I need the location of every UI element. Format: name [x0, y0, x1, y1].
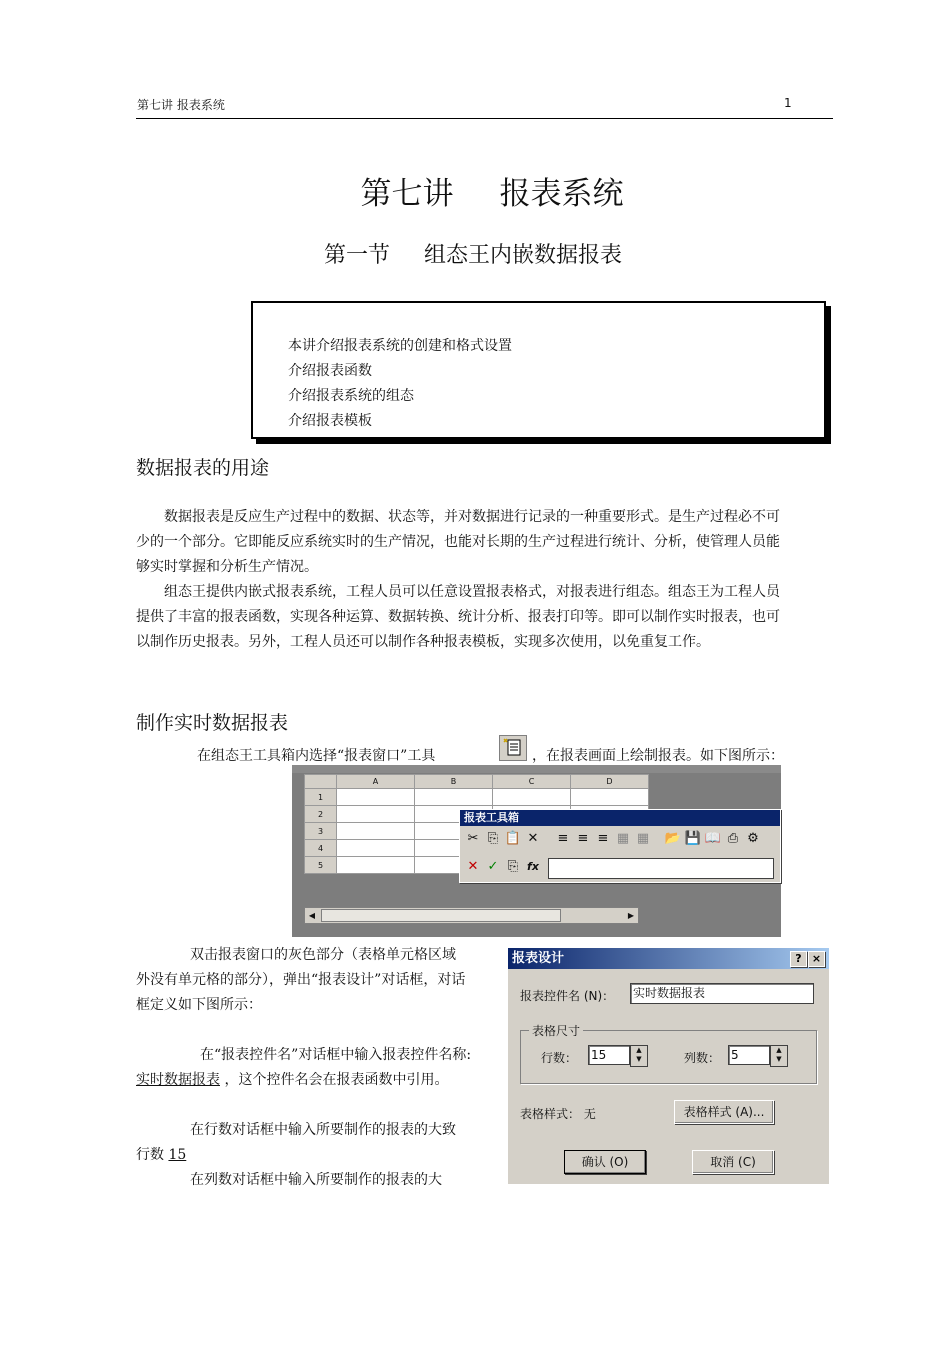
cols-label: 列数： [684, 1051, 721, 1065]
summary-line: 介绍报表模板 [288, 413, 372, 429]
rows-input[interactable]: 15 [588, 1045, 630, 1065]
save-icon[interactable]: 💾 [684, 831, 702, 846]
confirm-icon[interactable]: ✓ [487, 859, 499, 874]
page-number: 1 [784, 96, 792, 110]
section2-intro-before: 在组态王工具箱内选择“报表窗口”工具 [197, 748, 436, 764]
align-right-icon[interactable]: ≡ [597, 831, 609, 846]
cols-input[interactable]: 5 [728, 1045, 770, 1065]
cell[interactable] [415, 789, 493, 806]
header-rule [136, 118, 833, 119]
column-header[interactable]: A [337, 775, 415, 789]
scroll-thumb[interactable] [321, 909, 561, 922]
control-name-paragraph [136, 1043, 476, 1093]
column-header[interactable]: D [571, 775, 649, 789]
rows-stepper[interactable]: ▲ ▼ [630, 1045, 648, 1067]
running-header: 第七讲 报表系统 [137, 98, 225, 112]
toolbox-title: 报表工具箱 [460, 810, 780, 826]
summary-box [251, 301, 826, 439]
cell[interactable] [571, 789, 649, 806]
table-size-group [520, 1024, 817, 1084]
rows-text: 在行数对话框中输入所要制作的报表的大致行数 [136, 1122, 456, 1163]
section2-intro-after: ，在报表画面上绘制报表。如下图所示： [532, 748, 784, 764]
corner-cell [305, 775, 337, 789]
delete-icon[interactable]: ✕ [527, 831, 539, 846]
section-title [0, 238, 946, 269]
subtitle-part2: 组态王内嵌数据报表 [424, 243, 623, 268]
summary-line: 介绍报表系统的组态 [288, 388, 414, 404]
table-style-button[interactable]: 表格样式 (A)... [674, 1100, 774, 1124]
cell[interactable] [337, 806, 415, 823]
align-center-icon[interactable]: ≡ [577, 831, 589, 846]
function-icon[interactable]: fx [527, 860, 539, 873]
column-header[interactable]: B [415, 775, 493, 789]
control-name-label: 报表控件名 (N)： [520, 989, 615, 1003]
rows-value: 15 [168, 1147, 187, 1163]
control-name-value: 实时数据报表 [136, 1072, 220, 1088]
split-cells-icon[interactable]: ▦ [636, 831, 650, 846]
cell[interactable] [337, 857, 415, 874]
cut-icon[interactable]: ✂ [467, 831, 479, 846]
row-header[interactable]: 4 [305, 840, 337, 857]
section1-paragraph-1: 数据报表是反应生产过程中的数据、状态等，并对数据进行记录的一种重要形式。是生产过程必不可少的一个部分。它即能反应系统实时的生产情况，也能对长期的生产过程进行统计、分析，使管理人员能够实时掌握和分析生产情况。 [136, 509, 780, 575]
table-size-label: 表格尺寸 [529, 1022, 583, 1039]
merge-cells-icon[interactable]: ▦ [616, 831, 630, 846]
print-icon[interactable]: ⎙ [727, 831, 739, 846]
control-name-text-before: 在“报表控件名”对话框中输入报表控件名称: [200, 1047, 472, 1063]
table-style-label: 表格样式： 无 [520, 1107, 596, 1121]
settings-icon[interactable]: ⚙ [747, 831, 759, 846]
report-toolbox [459, 809, 781, 883]
report-window-bar [292, 765, 781, 773]
cell[interactable] [337, 823, 415, 840]
rows-label: 行数： [541, 1051, 578, 1065]
summary-line: 介绍报表函数 [288, 363, 372, 379]
page-title [0, 168, 950, 213]
control-name-text-after: ，这个控件名会在报表函数中引用。 [224, 1072, 449, 1088]
row-header[interactable]: 5 [305, 857, 337, 874]
ok-button[interactable]: 确认 (O) [564, 1150, 646, 1174]
cell[interactable] [337, 789, 415, 806]
cell[interactable] [493, 789, 571, 806]
section2-heading: 制作实时数据报表 [136, 712, 289, 734]
report-window-screenshot [292, 765, 781, 937]
row-header[interactable]: 2 [305, 806, 337, 823]
section1-paragraph-2: 组态王提供内嵌式报表系统，工程人员可以任意设置报表格式，对报表进行组态。组态王为工程人员提供了丰富的报表函数，实现各种运算、数据转换、统计分析、报表打印等。即可以制作实时报表，也可以制作历史报表。另外，工程人员还可以制作各种报表模板，实现多次使用，以免重复工作。 [136, 584, 780, 650]
summary-line: 本讲介绍报表系统的创建和格式设置 [288, 338, 512, 354]
section1-heading: 数据报表的用途 [136, 457, 270, 479]
book-icon[interactable]: 📖 [704, 831, 722, 846]
title-part2: 报表系统 [499, 176, 624, 212]
align-left-icon[interactable]: ≡ [557, 831, 569, 846]
cancel-icon[interactable]: ✕ [467, 859, 479, 874]
help-icon[interactable]: ? [790, 951, 807, 967]
cols-paragraph: 在列数对话框中输入所要制作的报表的大 [190, 1172, 442, 1188]
row-header[interactable]: 3 [305, 823, 337, 840]
title-part1: 第七讲 [360, 176, 454, 212]
copy-icon[interactable]: ⎘ [487, 831, 499, 846]
dialog-intro-paragraph: 双击报表窗口的灰色部分（表格单元格区域外没有单元格的部分），弹出“报表设计”对话框，对话框定义如下图所示： [136, 947, 466, 1013]
control-name-input[interactable]: 实时数据报表 [630, 983, 814, 1004]
insert-icon[interactable]: ⎘ [507, 859, 519, 874]
scroll-right-icon[interactable]: ▶ [627, 911, 635, 920]
dialog-title: 报表设计 [508, 948, 829, 969]
scroll-left-icon[interactable]: ◀ [308, 911, 316, 920]
cols-stepper[interactable]: ▲ ▼ [770, 1045, 788, 1067]
formula-input[interactable] [548, 858, 774, 879]
subtitle-part1: 第一节 [323, 243, 390, 268]
row-header[interactable]: 1 [305, 789, 337, 806]
rows-paragraph [136, 1118, 466, 1168]
report-window-tool-icon [499, 735, 527, 761]
paste-icon[interactable]: 📋 [504, 831, 522, 846]
horizontal-scrollbar[interactable] [304, 907, 639, 924]
report-design-dialog [508, 948, 829, 1184]
open-icon[interactable]: 📂 [664, 831, 682, 846]
cell[interactable] [337, 840, 415, 857]
column-header[interactable]: C [493, 775, 571, 789]
close-icon[interactable]: × [808, 951, 825, 967]
cancel-button[interactable]: 取消 (C) [692, 1150, 774, 1174]
